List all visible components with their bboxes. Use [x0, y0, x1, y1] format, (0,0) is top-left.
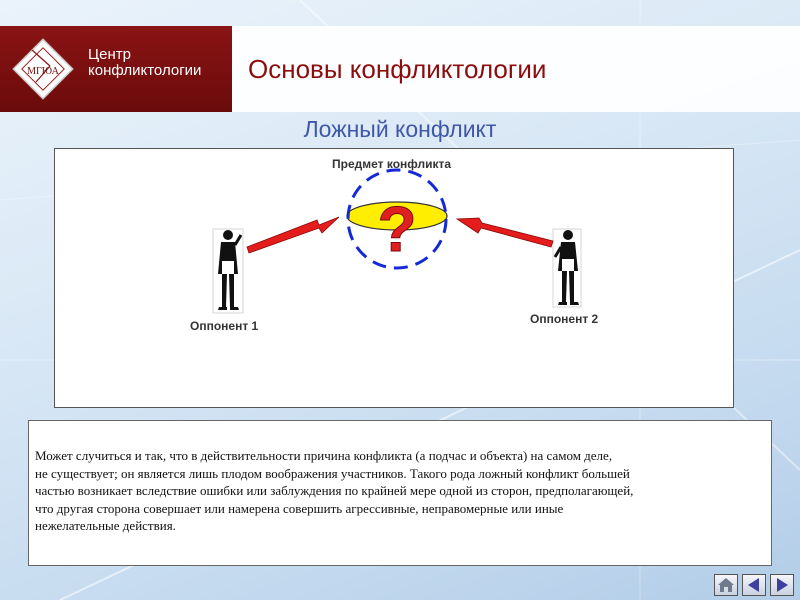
description-line: что другая сторона совершает или намерена совершить агрессивные, неправомерные или иные: [35, 500, 564, 516]
arrow-opponent-1-to-subject: [247, 217, 339, 253]
diagram-canvas: [55, 149, 733, 407]
conflict-subject: [347, 170, 447, 268]
triangle-right-icon: [771, 575, 793, 595]
opponent-2-figure: [553, 229, 581, 307]
description-line: частью возникает вследствие ошибки или заблуждения по крайней мере одной из сторон, предполагающей,: [35, 483, 634, 498]
home-icon: [715, 575, 737, 595]
slide-subtitle: Ложный конфликт: [303, 116, 497, 142]
opponent-1-figure: [213, 229, 243, 313]
next-slide-button[interactable]: [770, 574, 794, 596]
subject-label: Предмет конфликта: [332, 157, 452, 171]
description-line: не существует; он является лишь плодом воображения участников. Такого рода ложный конфликт большей: [35, 465, 630, 481]
opponent-1-label: Оппонент 1: [190, 319, 259, 333]
logo-caption: [88, 47, 201, 79]
home-button[interactable]: [714, 574, 738, 596]
triangle-left-icon: [743, 575, 765, 595]
description-line: нежелательные действия.: [35, 518, 176, 533]
arrow-opponent-2-to-subject: [457, 218, 553, 247]
emblem-lettering: МГЮА: [27, 66, 59, 77]
description-line: Может случиться и так, что в действительности причина конфликта (а подчас и объекта) на самом деле,: [35, 448, 613, 463]
logo-line-2: конфликтологии: [88, 62, 202, 79]
logo-line-1: Центр: [88, 46, 131, 63]
conflict-diagram: [54, 148, 734, 408]
previous-slide-button[interactable]: [742, 574, 766, 596]
university-emblem-icon: [6, 32, 80, 106]
description-box: [28, 420, 772, 566]
page-title: Основы конфликтологии: [248, 54, 547, 84]
question-mark-icon: ?: [377, 193, 417, 265]
logo-block: [0, 26, 232, 112]
opponent-2-label: Оппонент 2: [530, 312, 599, 326]
